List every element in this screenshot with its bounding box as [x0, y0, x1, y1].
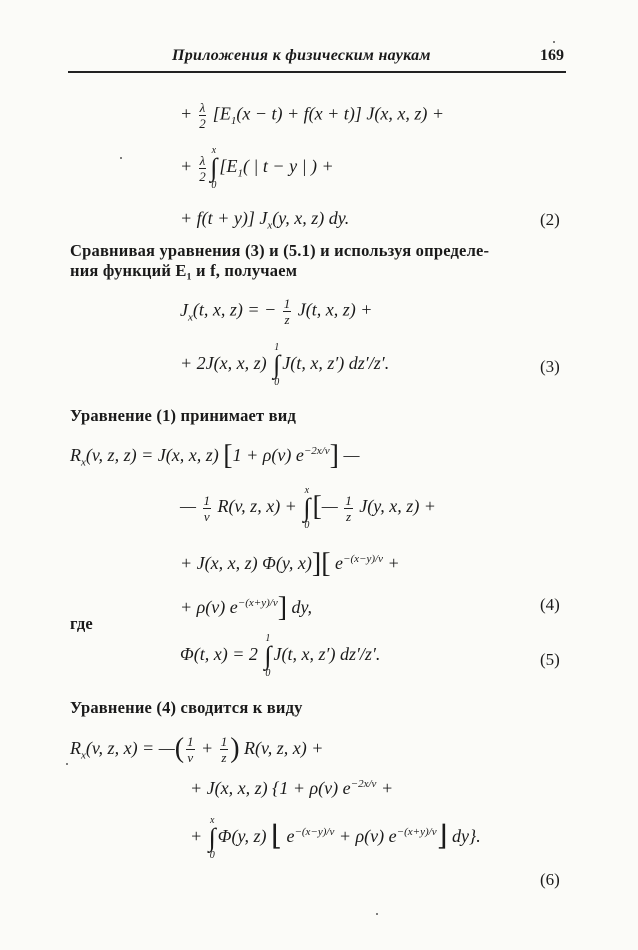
paragraph-2: Уравнение (1) принимает вид [70, 406, 297, 425]
speck [66, 763, 68, 765]
paragraph-3: Уравнение (4) сводится к виду [70, 698, 303, 717]
eq3-line2: + 2J(x, x, z) 1 ∫ 0 J(t, x, z′) dz′/z′. [180, 342, 390, 388]
eq2-number: (2) [540, 210, 560, 229]
eq6-number: (6) [540, 870, 560, 889]
eq3-line1: $J_x(t$, x, z) = − $\frac{1}{z}$ J(t, x, z) + [180, 296, 373, 327]
eq5-number: (5) [540, 650, 560, 669]
eq4-line1: $R_x(v$, z, z) = J(x, x, z) [1 + ρ(v) $e^{-2x/v}$] — [70, 440, 360, 471]
eq6-line1: $R_x(v$, z, x) = —( $\frac{1}{v}$ + $\frac{1}{z}$ ) R(v, z, x) + [70, 733, 324, 766]
speck [120, 157, 122, 159]
eq3-number: (3) [540, 357, 560, 376]
eq2-line2: + $\frac{\lambda}{2}$ x ∫ 0 [$E_1$( | t − y | ) + [180, 145, 334, 191]
eq2-line1: + $\frac{\lambda}{2}$ $[E_1(x - t) + f(x + t)]$ J(x, x, z) + [180, 100, 444, 131]
eq4-line2: — $\frac{1}{v}$ R(v, z, x) + x ∫ 0 [— $\frac{1}{z}$ J(y, x, z) + [180, 485, 436, 531]
header-rule [68, 71, 566, 73]
where-word: где [70, 614, 93, 633]
eq4-number: (4) [540, 595, 560, 614]
speck [376, 913, 378, 915]
paragraph-1-line-2: ния функций E₁ и f, получаем [70, 261, 298, 280]
eq6-line3: + x ∫ 0 Φ(y, z) ⌊ $e^{-(x-y)/v} + \rho(v)$ $e^{-(x+y)/v}⌋$ dy}. [190, 815, 481, 861]
eq4-line4: + ρ(v) $e^{-(x+y)/v}$] dy, [180, 592, 313, 623]
page-number: 169 [540, 47, 564, 64]
eq5: Φ(t, x) = 2 1 ∫ 0 J(t, x, z′) dz′/z′. [180, 633, 381, 679]
eq6-line2: + J(x, x, z) {1 + ρ(v) $e^{-2x/v}$ + [190, 778, 394, 798]
eq4-line3: + J(x, x, z) Φ(y, x)][ $e^{-(x-y)/v}$ + [180, 548, 400, 579]
running-title: Приложения к физическим наукам [172, 47, 431, 64]
speck [553, 41, 555, 43]
paragraph-1-line-1: Сравнивая уравнения (3) и (5.1) и используя определе- [70, 241, 490, 260]
eq2-line3: + f(t + y)] $J_x(y$, x, z) dy. [180, 208, 350, 232]
